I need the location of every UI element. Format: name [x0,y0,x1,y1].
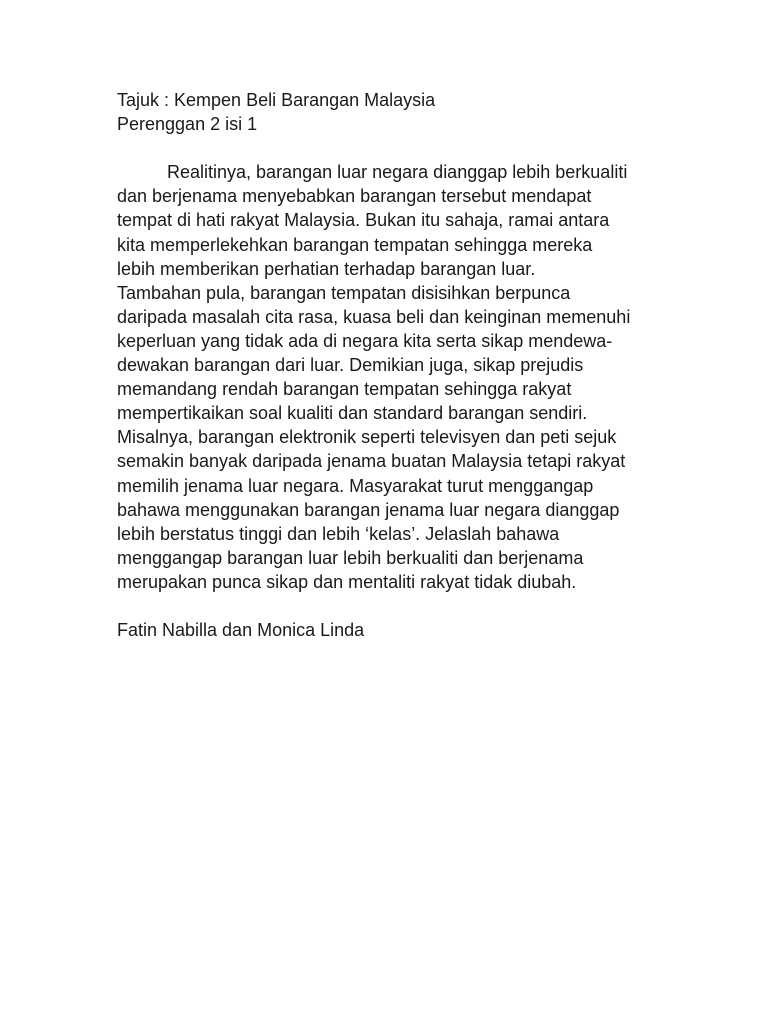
paragraph-line: lebih berstatus tinggi dan lebih ‘kelas’. Jelaslah bahawa [117,523,560,544]
document-body [117,88,677,642]
paragraph-line: dan berjenama menyebabkan barangan tersebut mendapat [117,186,592,207]
paragraph-line: semakin banyak daripada jenama buatan Malaysia tetapi rakyat [117,451,626,472]
paragraph-line: dewakan barangan dari luar. Demikian juga, sikap prejudis [117,355,584,376]
paragraph-line: menggangap barangan luar lebih berkualiti dan berjenama [117,547,584,568]
paragraph-line: merupakan punca sikap dan mentaliti rakyat tidak diubah. [117,571,577,592]
paragraph-line: daripada masalah cita rasa, kuasa beli dan keinginan memenuhi [117,306,631,327]
paragraph-line: Tambahan pula, barangan tempatan disisihkan berpunca [117,282,571,303]
blank-line [117,136,677,160]
paragraph-line: memilih jenama luar negara. Masyarakat turut menggangap [117,475,594,496]
paragraph-line: tempat di hati rakyat Malaysia. Bukan itu sahaja, ramai antara [117,210,610,231]
paragraph-line: Realitinya, barangan luar negara dianggap lebih berkualiti [167,162,628,183]
paragraph [117,160,677,594]
paragraph-line: kita memperlekehkan barangan tempatan sehingga mereka [117,234,593,255]
paragraph-line: keperluan yang tidak ada di negara kita serta sikap mendewa- [117,330,613,351]
paragraph-line: bahawa menggunakan barangan jenama luar negara dianggap [117,499,620,520]
blank-line [117,594,677,618]
document-subtitle: Perenggan 2 isi 1 [117,114,258,135]
author-line: Fatin Nabilla dan Monica Linda [117,620,365,641]
paragraph-line: lebih memberikan perhatian terhadap barangan luar. [117,258,536,279]
document-title: Tajuk : Kempen Beli Barangan Malaysia [117,90,436,110]
paragraph-line: mempertikaikan soal kualiti dan standard barangan sendiri. [117,403,588,424]
paragraph-line: Misalnya, barangan elektronik seperti televisyen dan peti sejuk [117,427,617,448]
paragraph-line: memandang rendah barangan tempatan sehingga rakyat [117,379,572,400]
